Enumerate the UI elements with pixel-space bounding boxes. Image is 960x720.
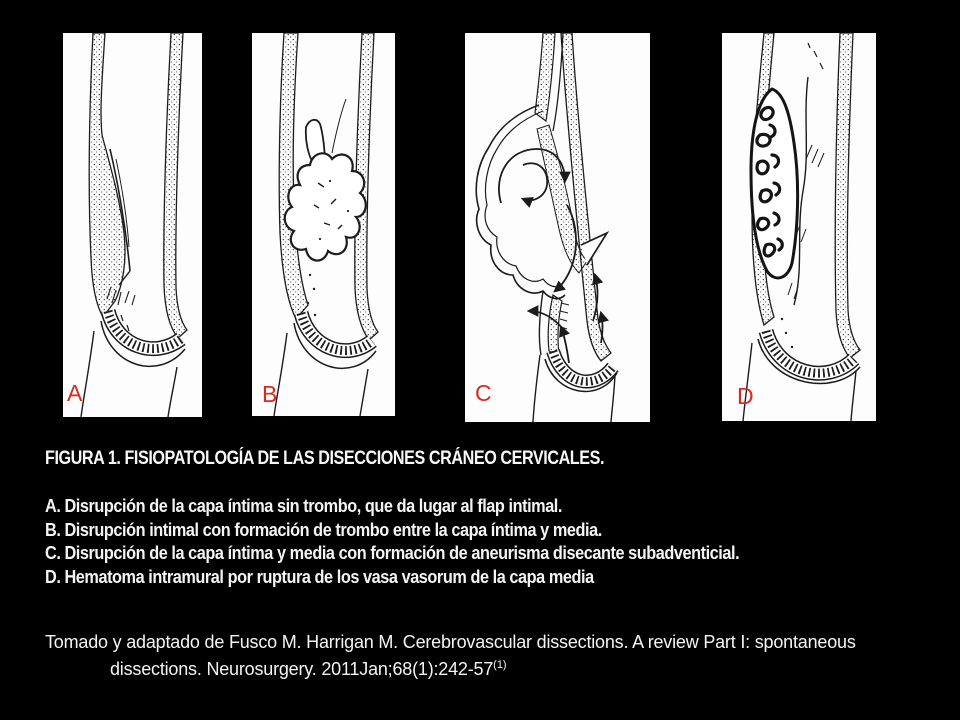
artery-intimal-flap-illustration [63, 33, 202, 417]
citation-line2-text: dissections. Neurosurgery. 2011Jan;68(1):242-57 [110, 659, 494, 679]
panel-letter-c: C [475, 380, 492, 406]
artery-dissecting-aneurysm-illustration [465, 33, 650, 422]
caption-item-a: A. Disrupción de la capa íntima sin trombo, que da lugar al flap intimal. [45, 495, 562, 516]
figure-title: FIGURA 1. FISIOPATOLOGÍA DE LAS DISECCIONES CRÁNEO CERVICALES. [45, 448, 605, 469]
citation-line2 [110, 654, 856, 681]
figure-panel-c [465, 33, 650, 422]
citation-reference-superscript: (1) [493, 659, 507, 671]
figure-caption-list [45, 494, 739, 588]
panel-letter-a: A [67, 380, 83, 406]
figure-panel-a [63, 33, 202, 417]
caption-item-c: C. Disrupción de la capa íntima y media con formación de aneurisma disecante subadventicial. [45, 542, 740, 563]
panel-letter-d: D [737, 383, 754, 409]
artery-thrombus-illustration [252, 33, 395, 416]
caption-item-b: B. Disrupción intimal con formación de trombo entre la capa íntima y media. [45, 518, 602, 540]
caption-item-d: D. Hematoma intramural por ruptura de los vasa vasorum de la capa media [45, 565, 594, 587]
citation-line1: Tomado y adaptado de Fusco M. Harrigan M. Cerebrovascular dissections. A review Part I: spontaneous [45, 632, 856, 652]
figure-panel-d [722, 33, 876, 421]
figure-panel-b [252, 33, 395, 416]
artery-intramural-hematoma-illustration [722, 33, 876, 421]
panel-letter-b: B [262, 381, 278, 407]
citation [45, 631, 856, 681]
